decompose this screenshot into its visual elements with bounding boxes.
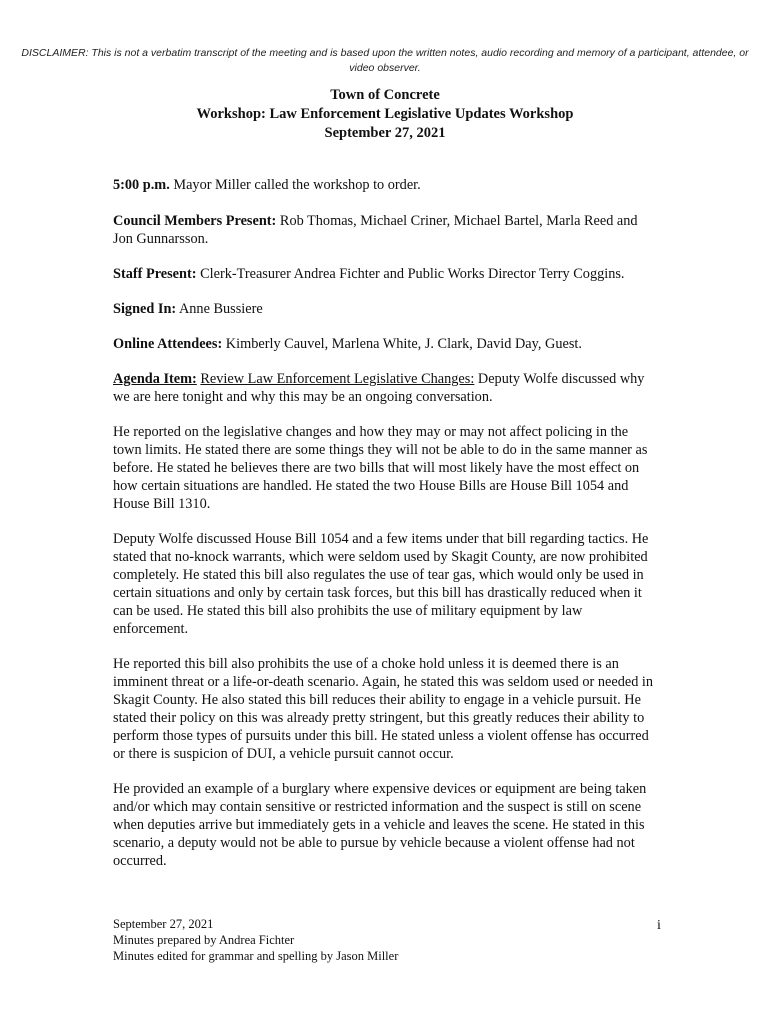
call-to-order-time: 5:00 p.m. [113,177,170,193]
online-text: Kimberly Cauvel, Marlena White, J. Clark, David Day, Guest. [222,336,582,352]
online-attendees [113,335,658,353]
footer-edited: Minutes edited for grammar and spelling by Jason Miller [113,949,399,963]
paragraph: He reported on the legislative changes and how they may or may not affect policing in the town limits. He stated there are some things they will not be able to do in the same manner as before. He stated he believes there are two bills that will most likely have the most effect on how certain situations are handled. He stated the two House Bills are House Bill 1054 and House Bill 1310. [113,424,648,512]
council-label: Council Members Present: [113,213,277,229]
minutes-body [113,176,658,887]
disclaimer: DISCLAIMER: This is not a verbatim transcript of the meeting and is based upon the written notes, audio recording and memory of a participant, attendee, or video observer. [21,47,749,74]
staff-present [113,265,658,283]
staff-label: Staff Present: [113,266,197,282]
town-title: Town of Concrete [330,87,440,103]
paragraph: He reported this bill also prohibits the use of a choke hold unless it is deemed there is an imminent threat or a life-or-death scenario. Again, he stated this was seldom used or needed in Skagit County. He also stated this bill reduces their ability to engage in a vehicle pursuit. He stated their policy on this was already pretty stringent, but this greatly reduces their ability to perform those types of pursuits under this bill. He stated unless a violent offense has occurred or there is suspicion of DUI, a vehicle pursuit cannot occur. [113,656,654,762]
page-footer [113,916,553,964]
signed-in [113,300,658,318]
paragraph: He provided an example of a burglary where expensive devices or equipment are being taken and/or which may contain sensitive or restricted information and the suspect is still on scene when deputies arrive but immediately gets in a vehicle and leaves the scene. He stated in this scenario, a deputy would not be able to pursue by vehicle because a violent offense had not occurred. [113,781,647,869]
paragraph: Deputy Wolfe discussed House Bill 1054 and a few items under that bill regarding tactics. He stated that no-knock warrants, which were seldom used by Skagit County, are now prohibited completely. He stated this bill also regulates the use of tear gas, which would only be used in certain situations and only by certain task forces, but this bill has drastically reduced when it can be used. He stated this bill also prohibits the use of military equipment by law enforcement. [113,531,649,637]
footer-date: September 27, 2021 [113,917,214,931]
council-text: Rob Thomas, Michael Criner, Michael Bartel, Marla Reed and Jon Gunnarsson. [113,213,638,247]
workshop-title: Workshop: Law Enforcement Legislative Updates Workshop [196,106,574,122]
document-header [0,86,770,143]
agenda-text: Deputy Wolfe discussed why we are here tonight and why this may be an ongoing conversation. [113,371,645,405]
agenda-title: Review Law Enforcement Legislative Changes: [200,371,475,387]
call-to-order [113,176,658,194]
footer-prepared: Minutes prepared by Andrea Fichter [113,933,295,947]
page-number: i [657,918,661,933]
signed-in-text: Anne Bussiere [176,301,263,317]
agenda-item [113,370,658,406]
online-label: Online Attendees: [113,336,223,352]
signed-in-label: Signed In: [113,301,177,317]
meeting-date: September 27, 2021 [324,125,446,141]
staff-text: Clerk-Treasurer Andrea Fichter and Public Works Director Terry Coggins. [196,266,625,282]
agenda-label: Agenda Item: [113,371,197,387]
council-present [113,212,658,248]
call-to-order-text: Mayor Miller called the workshop to order. [169,177,421,193]
